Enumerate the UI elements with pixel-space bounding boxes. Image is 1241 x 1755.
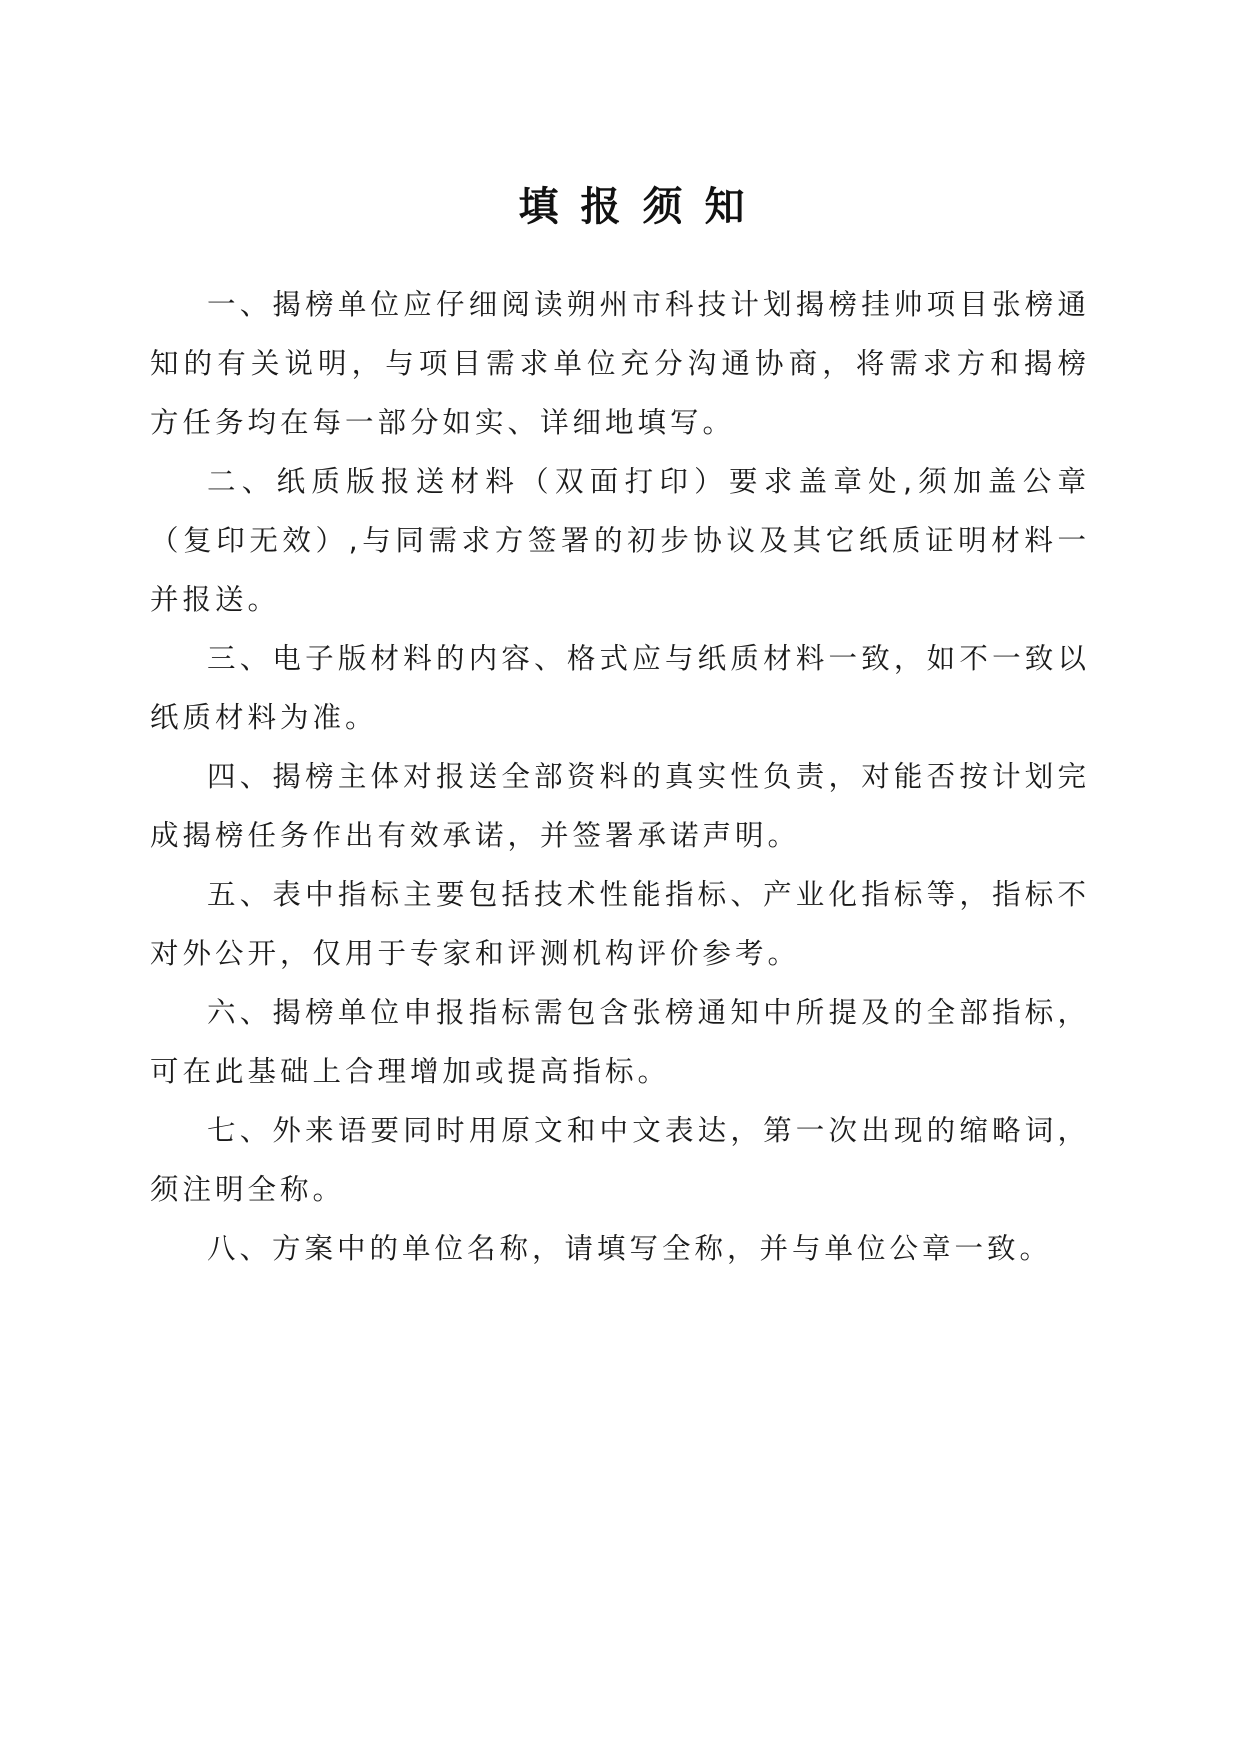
instruction-paragraph-3: 三、电子版材料的内容、格式应与纸质材料一致，如不一致以纸质材料为准。 [150, 642, 1090, 734]
instruction-paragraph-5: 五、表中指标主要包括技术性能指标、产业化指标等，指标不对外公开，仅用于专家和评测机构评价参考。 [150, 878, 1090, 970]
document-body [150, 275, 1090, 1278]
instruction-paragraph-7: 七、外来语要同时用原文和中文表达，第一次出现的缩略词，须注明全称。 [150, 1114, 1090, 1206]
instruction-paragraph-8: 八、方案中的单位名称，请填写全称，并与单位公章一致。 [207, 1232, 1053, 1265]
instruction-paragraph-2: 二、纸质版报送材料（双面打印）要求盖章处,须加盖公章（复印无效）,与同需求方签署的初步协议及其它纸质证明材料一并报送。 [150, 465, 1090, 616]
instruction-paragraph-1: 一、揭榜单位应仔细阅读朔州市科技计划揭榜挂帅项目张榜通知的有关说明，与项目需求单位充分沟通协商，将需求方和揭榜方任务均在每一部分如实、详细地填写。 [150, 288, 1090, 439]
instruction-paragraph-6: 六、揭榜单位申报指标需包含张榜通知中所提及的全部指标，可在此基础上合理增加或提高指标。 [150, 996, 1090, 1088]
instruction-paragraph-4: 四、揭榜主体对报送全部资料的真实性负责，对能否按计划完成揭榜任务作出有效承诺，并签署承诺声明。 [150, 760, 1090, 852]
document-title: 填报须知 [518, 183, 767, 230]
